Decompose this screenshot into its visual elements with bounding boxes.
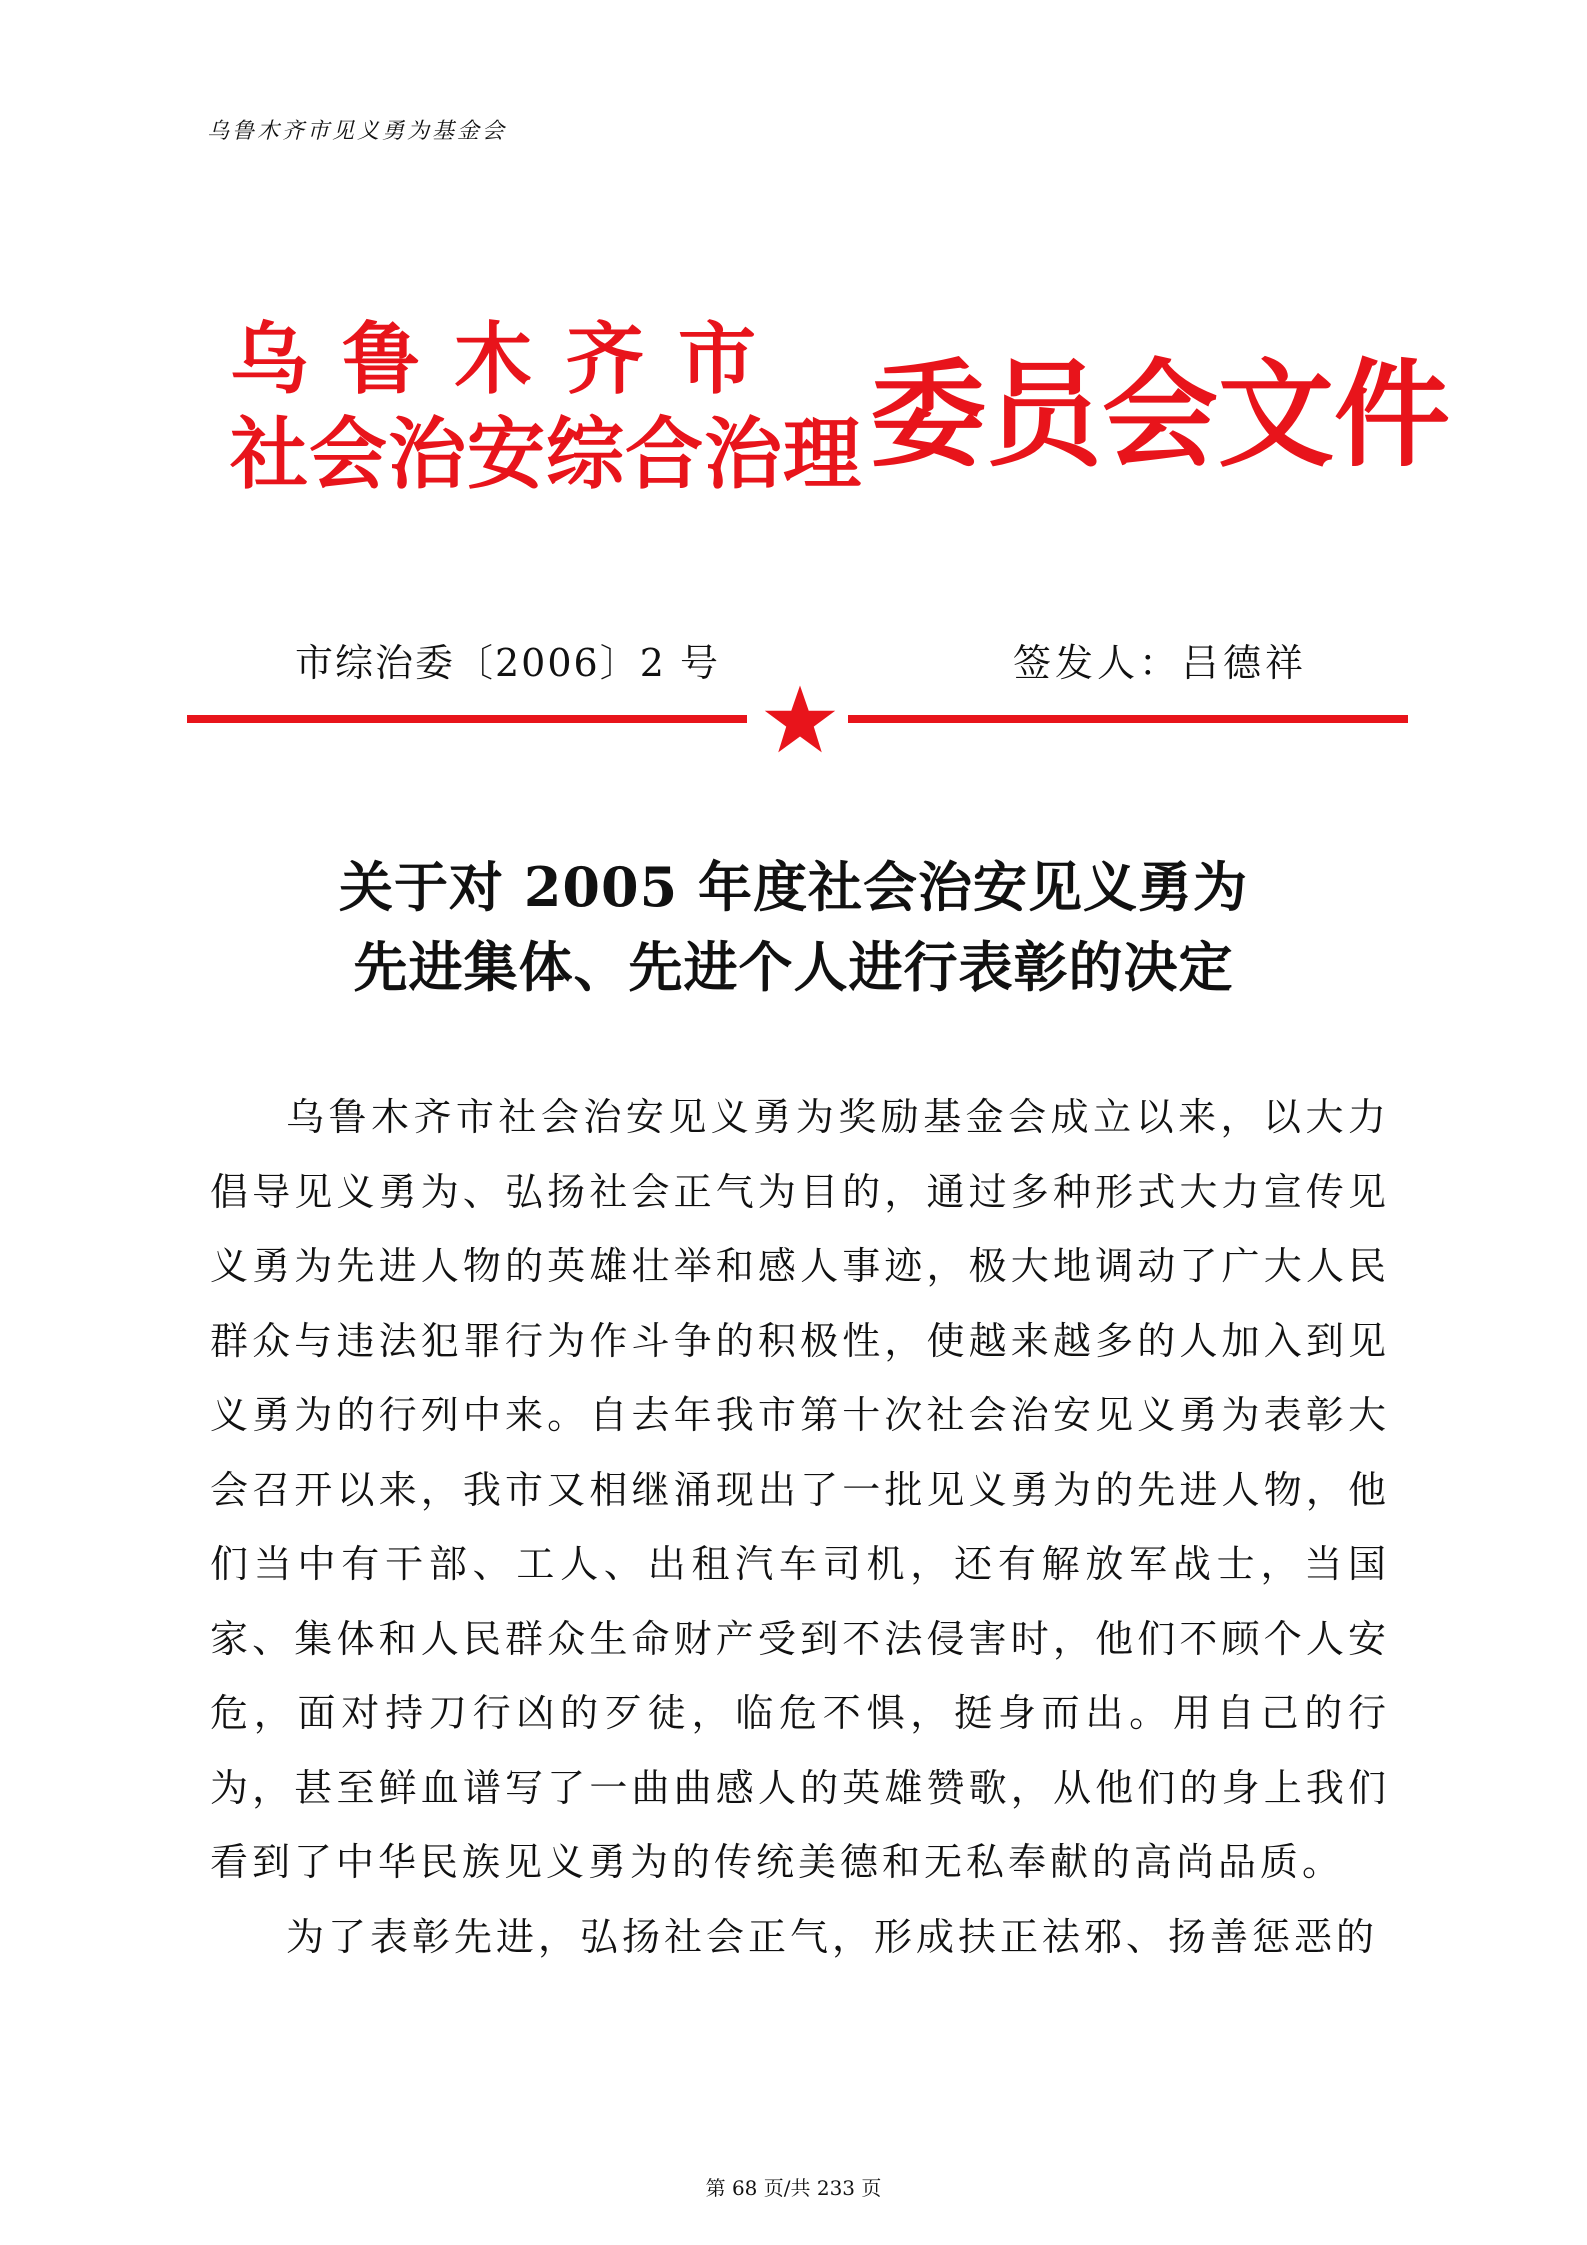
body-paragraph: 乌鲁木齐市社会治安见义勇为奖励基金会成立以来，以大力倡导见义勇为、弘扬社会正气为目的，通过多种形式大力宣传见义勇为先进人物的英雄壮举和感人事迹，极大地调动了广大人民群众与违法犯罪行为作斗争的积极性，使越来越多的人加入到见义勇为的行列中来。自去年我市第十次社会治安见义勇为表彰大会召开以来，我市又相继涌现出了一批见义勇为的先进人物，他们当中有干部、工人、出租汽车司机，还有解放军战士，当国家、集体和人民群众生命财产受到不法侵害时，他们不顾个人安危，面对持刀行凶的歹徒，临危不惧，挺身而出。用自己的行为，甚至鲜血谱写了一曲曲感人的英雄赞歌，从他们的身上我们看到了中华民族见义勇为的传统美德和无私奉献的高尚品质。: [210, 1095, 1390, 1884]
document-title-line1: 关于对 2005 年度社会治安见义勇为: [339, 855, 1248, 919]
body-paragraph: 为了表彰先进，弘扬社会正气，形成扶正祛邪、扬善惩恶的: [286, 1914, 1379, 1959]
red-star-icon: [763, 684, 837, 758]
masthead-line1: 乌鲁木齐市: [230, 314, 791, 405]
document-number: 市综治委〔2006〕2 号: [295, 641, 720, 685]
masthead-right: 委员会文件: [870, 347, 1450, 483]
body-text: [210, 1080, 1390, 1974]
masthead-line2: 社会治安综合治理: [230, 409, 863, 500]
red-rule-left: [187, 715, 747, 723]
running-header: 乌鲁木齐市见义勇为基金会: [207, 119, 508, 144]
masthead: [230, 314, 1450, 515]
signer: 签发人：吕德祥: [1013, 641, 1308, 685]
document-title-line2: 先进集体、先进个人进行表彰的决定: [353, 935, 1234, 999]
page-footer: 第 68 页/共 233 页: [705, 2176, 882, 2200]
red-rule-right: [848, 715, 1408, 723]
